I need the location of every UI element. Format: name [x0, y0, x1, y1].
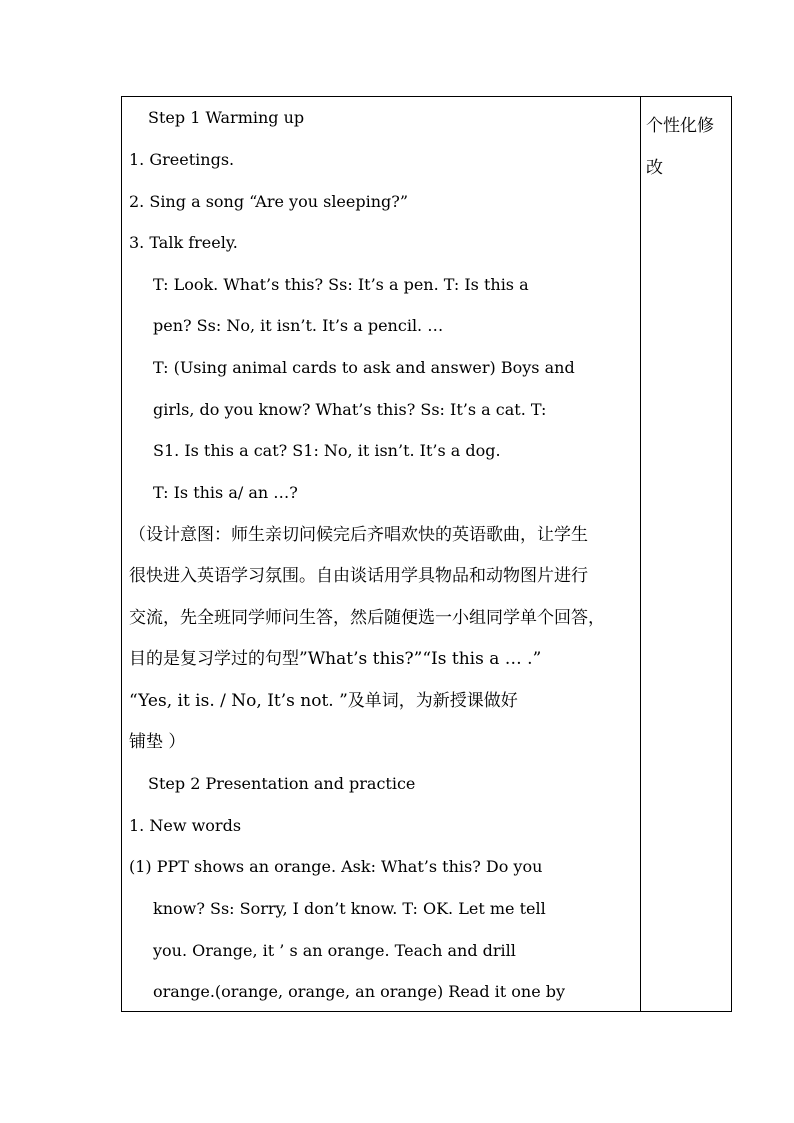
text-line: [0, 430, 794, 472]
text-line: [0, 222, 794, 264]
text-line: [0, 97, 794, 139]
dialogue-line: T: (Using animal cards to ask and answer) Boys and: [153, 358, 575, 377]
text-line: [0, 472, 794, 514]
design-intent-line: “Yes, it is. / No, It’s not. ”及单词，为新授课做好: [129, 691, 518, 711]
dialogue-line: pen? Ss: No, it isn’t. It’s a pencil. …: [153, 316, 444, 335]
dialogue-line: T: Look. What’s this? Ss: It’s a pen. T: Is this a: [153, 275, 529, 294]
text-line: [0, 763, 794, 805]
text-line: [0, 264, 794, 306]
list-item-greetings: 1. Greetings.: [129, 150, 235, 169]
step2-heading: Step 2 Presentation and practice: [148, 774, 416, 793]
dialogue-line: S1. Is this a cat? S1: No, it isn’t. It’s a dog.: [153, 441, 501, 460]
dialogue-line: girls, do you know? What’s this? Ss: It’s a cat. T:: [153, 400, 547, 419]
design-intent-line: 铺垫 ）: [129, 732, 186, 752]
activity-line: you. Orange, it ’ s an orange. Teach and drill: [153, 941, 516, 960]
text-line: [0, 347, 794, 389]
text-line: [0, 139, 794, 181]
text-line: [0, 805, 794, 847]
design-intent-line: 交流，先全班同学师问生答，然后随便选一小组同学单个回答，: [129, 608, 605, 628]
text-line: [0, 721, 794, 763]
activity-line: know? Ss: Sorry, I don’t know. T: OK. Let me tell: [153, 899, 546, 918]
text-line: [0, 930, 794, 972]
step1-heading: Step 1 Warming up: [148, 108, 305, 127]
text-line: [0, 389, 794, 431]
activity-line: orange.(orange, orange, an orange) Read it one by: [153, 982, 566, 1001]
design-intent-line: （设计意图：师生亲切问候完后齐唱欢快的英语歌曲，让学生: [129, 525, 588, 545]
design-intent-line: 目的是复习学过的句型”What’s this?”“Is this a … .”: [129, 649, 542, 669]
text-line: [0, 846, 794, 888]
text-line: [0, 305, 794, 347]
text-line: [0, 888, 794, 930]
dialogue-line: T: Is this a/ an …?: [153, 483, 298, 502]
activity-line: (1) PPT shows an orange. Ask: What’s this? Do you: [129, 857, 543, 876]
text-line: [0, 971, 794, 1013]
text-line: [0, 514, 794, 556]
text-line: [0, 638, 794, 680]
text-line: [0, 181, 794, 223]
text-line: [0, 597, 794, 639]
list-item-talk: 3. Talk freely.: [129, 233, 238, 252]
text-line: [0, 680, 794, 722]
list-item-song: 2. Sing a song “Are you sleeping?”: [129, 192, 409, 211]
design-intent-line: 很快进入英语学习氛围。自由谈话用学具物品和动物图片进行: [129, 566, 588, 586]
text-line: [0, 555, 794, 597]
list-item-new-words: 1. New words: [129, 816, 242, 835]
side-note-cell: 个性化修改: [646, 116, 714, 178]
